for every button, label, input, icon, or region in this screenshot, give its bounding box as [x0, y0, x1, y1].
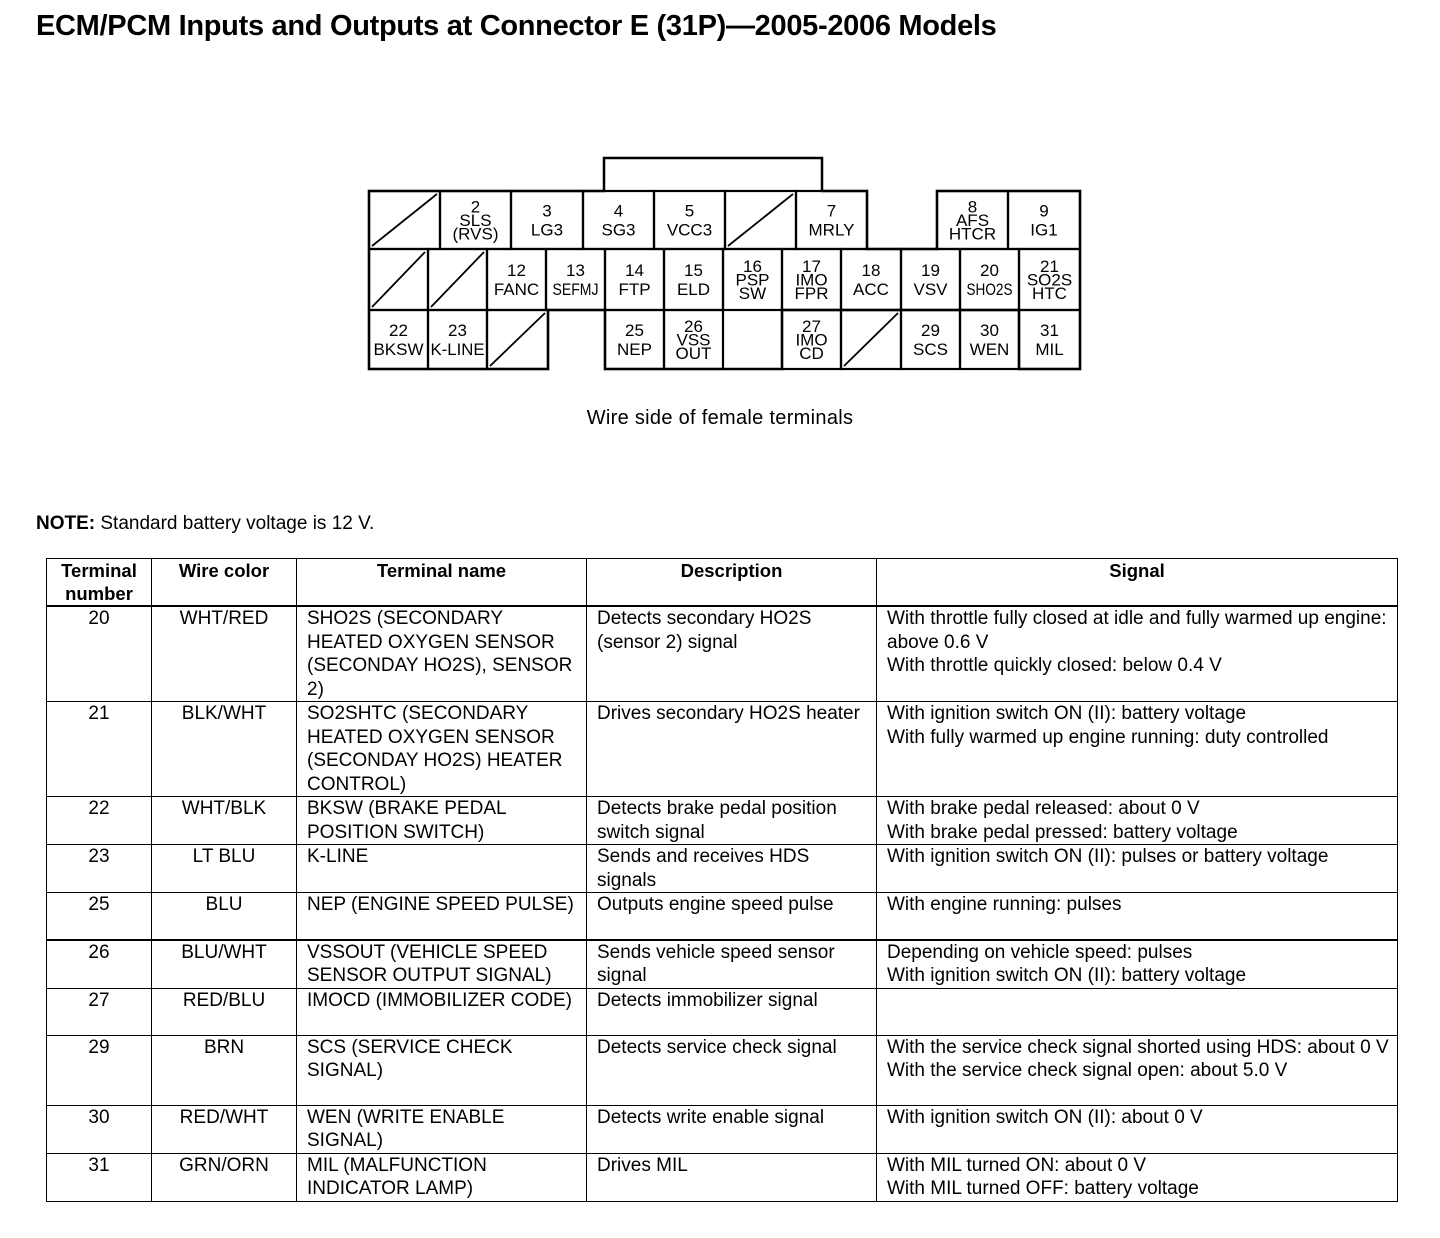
terminal-label: SCS [913, 340, 948, 359]
terminal-label: (RVS) [452, 224, 499, 244]
terminal-cell-14 [605, 249, 664, 310]
terminal-name-cell: SO2SHTC (SECONDARY HEATED OXYGEN SENSOR (SECONDAY HO2S) HEATER CONTROL) [297, 702, 587, 797]
terminal-number-cell: 25 [47, 893, 152, 940]
terminal-label: 5 [684, 201, 695, 221]
terminal-cell-2 [440, 191, 511, 249]
signal-line: With ignition switch ON (II): battery voltage [887, 965, 1247, 986]
connector-diagram [0, 0, 1440, 400]
terminal-label: 17 [802, 256, 821, 276]
table-row [47, 845, 1398, 893]
terminal-cell-22 [369, 310, 428, 369]
empty-terminal-cell [428, 249, 487, 310]
terminal-name-cell: MIL (MALFUNCTION INDICATOR LAMP) [297, 1153, 587, 1201]
terminal-label: 18 [861, 261, 881, 280]
terminal-cell-3 [511, 191, 583, 249]
note [36, 513, 374, 535]
signal-line: With ignition switch ON (II): battery voltage [887, 703, 1247, 724]
signal-cell [877, 702, 1398, 797]
terminal-cell-18 [841, 249, 901, 310]
terminal-label: NEP [617, 340, 652, 359]
terminal-label: MRLY [808, 220, 855, 240]
terminal-label: AFS [955, 211, 990, 230]
terminal-label: 26 [684, 316, 703, 336]
terminal-label: VSS [676, 330, 711, 350]
terminal-label: 4 [613, 201, 624, 221]
note-label: NOTE: [36, 513, 96, 534]
terminal-label: ELD [676, 280, 711, 299]
signal-cell [877, 893, 1398, 940]
terminal-number-cell: 26 [47, 940, 152, 989]
terminal-cell-20 [960, 249, 1019, 310]
empty-terminal-cell [487, 310, 548, 369]
terminal-cell-8 [937, 191, 1008, 249]
terminal-label: WEN [969, 340, 1010, 359]
terminal-label: PSP [735, 270, 770, 290]
empty-terminal-cell [369, 191, 440, 249]
terminal-label: 2 [470, 197, 481, 217]
wire-color-cell: RED/WHT [152, 1105, 297, 1153]
signal-line: With throttle fully closed at idle and fully warmed up engine: above 0.6 V [887, 608, 1387, 653]
description-cell: Detects immobilizer signal [587, 988, 877, 1035]
terminal-cell-26 [664, 310, 723, 369]
terminal-number-cell: 23 [47, 845, 152, 893]
signal-cell [877, 940, 1398, 989]
terminal-table [46, 558, 1398, 1202]
empty-terminal-cell [369, 249, 428, 310]
terminal-label: SW [738, 284, 767, 304]
terminal-label: 7 [826, 201, 837, 221]
header-description: Description [587, 559, 877, 607]
connector-caption: Wire side of female terminals [586, 407, 854, 429]
signal-cell [877, 1035, 1398, 1105]
header-signal: Signal [877, 559, 1398, 607]
signal-cell [877, 845, 1398, 893]
terminal-label: CD [799, 344, 824, 364]
terminal-label: K-LINE [430, 340, 485, 359]
terminal-label: HTC [1032, 284, 1067, 304]
terminal-label: ACC [853, 280, 889, 299]
description-cell: Detects service check signal [587, 1035, 877, 1105]
table-header-row [47, 559, 1398, 607]
terminal-label: SEFMJ [552, 280, 599, 299]
signal-line: With ignition switch ON (II): pulses or battery voltage [887, 846, 1329, 867]
terminal-label: OUT [675, 344, 712, 364]
wire-color-cell: RED/BLU [152, 988, 297, 1035]
table-row [47, 988, 1398, 1035]
table-row [47, 1035, 1398, 1105]
signal-cell [877, 1105, 1398, 1153]
wire-color-cell: BLU/WHT [152, 940, 297, 989]
wire-color-cell: BRN [152, 1035, 297, 1105]
terminal-label: 21 [1040, 256, 1059, 276]
table-row [47, 606, 1398, 702]
terminal-number-cell: 27 [47, 988, 152, 1035]
description-cell: Detects secondary HO2S (sensor 2) signal [587, 606, 877, 702]
terminal-label: 20 [980, 261, 999, 280]
terminal-label: VCC3 [666, 220, 713, 240]
wire-color-cell: WHT/BLK [152, 797, 297, 845]
terminal-label: 25 [625, 321, 644, 340]
terminal-label: 15 [684, 261, 703, 280]
signal-line: With engine running: pulses [887, 894, 1122, 915]
terminal-cell-30 [960, 310, 1019, 369]
terminal-label: 19 [921, 261, 940, 280]
terminal-cell-29 [901, 310, 960, 369]
terminal-cell-17 [782, 249, 841, 310]
terminal-label: IG1 [1030, 220, 1058, 240]
signal-line: With ignition switch ON (II): about 0 V [887, 1106, 1203, 1128]
description-cell: Sends vehicle speed sensor signal [587, 940, 877, 989]
description-cell: Detects write enable signal [587, 1105, 877, 1153]
terminal-label: BKSW [373, 340, 424, 359]
terminal-cell-31 [1019, 310, 1080, 369]
terminal-cell-21 [1019, 249, 1080, 310]
terminal-name-cell: BKSW (BRAKE PEDAL POSITION SWITCH) [297, 797, 587, 845]
terminal-name-cell: SHO2S (SECONDARY HEATED OXYGEN SENSOR (SECONDAY HO2S), SENSOR 2) [297, 606, 587, 702]
table-row [47, 893, 1398, 940]
terminal-label: IMO [795, 270, 828, 290]
terminal-label: 12 [507, 261, 526, 280]
empty-terminal-cell [841, 310, 901, 369]
terminal-label: SHO2S [966, 280, 1013, 299]
description-cell: Sends and receives HDS signals [587, 845, 877, 893]
terminal-cell-15 [664, 249, 723, 310]
terminal-label: FTP [618, 280, 651, 299]
note-text: Standard battery voltage is 12 V. [95, 513, 375, 534]
terminal-name-cell: SCS (SERVICE CHECK SIGNAL) [297, 1035, 587, 1105]
wire-color-cell: GRN/ORN [152, 1153, 297, 1201]
description-cell: Drives secondary HO2S heater [587, 702, 877, 797]
terminal-label: SO2S [1026, 270, 1073, 290]
terminal-name-cell: NEP (ENGINE SPEED PULSE) [297, 893, 587, 940]
signal-line: With fully warmed up engine running: duty controlled [887, 726, 1329, 748]
table-row [47, 702, 1398, 797]
terminal-label: 8 [967, 197, 978, 217]
header-terminal-number: Terminal number [47, 559, 152, 607]
terminal-cell-13 [546, 249, 605, 310]
signal-line: With MIL turned ON: about 0 V [887, 1154, 1147, 1176]
wire-color-cell: WHT/RED [152, 606, 297, 702]
terminal-cell-16 [723, 249, 782, 310]
terminal-number-cell: 30 [47, 1105, 152, 1153]
terminal-label: MIL [1035, 340, 1064, 359]
table-row [47, 797, 1398, 845]
wire-color-cell: BLU [152, 893, 297, 940]
wire-color-cell: LT BLU [152, 845, 297, 893]
terminal-label: 9 [1039, 201, 1049, 221]
signal-line: With the service check signal open: about 5.0 V [887, 1060, 1288, 1081]
terminal-label: 3 [542, 201, 552, 221]
terminal-label: VSV [913, 280, 948, 299]
description-cell: Outputs engine speed pulse [587, 893, 877, 940]
terminal-number-cell: 21 [47, 702, 152, 797]
signal-line: With brake pedal released: about 0 V [887, 798, 1200, 819]
signal-cell [877, 606, 1398, 702]
terminal-cell-9 [1008, 191, 1080, 249]
table-row [47, 940, 1398, 989]
terminal-label: 29 [921, 321, 940, 340]
header-terminal-name: Terminal name [297, 559, 587, 607]
terminal-label: IMO [795, 330, 828, 350]
signal-line: With brake pedal pressed: battery voltage [887, 821, 1238, 843]
terminal-label: SG3 [601, 220, 636, 240]
signal-cell [877, 797, 1398, 845]
terminal-cell-5 [654, 191, 725, 249]
terminal-label: 27 [802, 316, 821, 336]
terminal-label: 16 [743, 256, 762, 276]
terminal-label: 13 [566, 261, 585, 280]
terminal-name-cell: IMOCD (IMMOBILIZER CODE) [297, 988, 587, 1035]
terminal-cell-23 [428, 310, 487, 369]
terminal-label: 22 [389, 321, 408, 340]
terminal-label: SLS [459, 211, 492, 230]
terminal-cell-25 [605, 310, 664, 369]
terminal-cell-19 [901, 249, 960, 310]
terminal-number-cell: 29 [47, 1035, 152, 1105]
terminal-number-cell: 20 [47, 606, 152, 702]
terminal-cell-7 [796, 191, 867, 249]
page-title: ECM/PCM Inputs and Outputs at Connector E (31P)—2005-2006 Models [36, 10, 997, 42]
terminal-number-cell: 22 [47, 797, 152, 845]
terminal-cell-27 [782, 310, 841, 369]
table-row [47, 1105, 1398, 1153]
table-row [47, 1153, 1398, 1201]
terminal-label: 31 [1040, 321, 1059, 340]
signal-line: With the service check signal shorted using HDS: about 0 V [887, 1036, 1389, 1058]
header-wire-color: Wire color [152, 559, 297, 607]
signal-line: With MIL turned OFF: battery voltage [887, 1178, 1199, 1199]
empty-terminal-cell [725, 191, 796, 249]
terminal-name-cell: K-LINE [297, 845, 587, 893]
description-cell: Drives MIL [587, 1153, 877, 1201]
terminal-label: 14 [625, 261, 644, 280]
terminal-label: FANC [493, 280, 540, 299]
signal-line: Depending on vehicle speed: pulses [887, 941, 1193, 963]
terminal-cell-4 [583, 191, 654, 249]
description-cell: Detects brake pedal position switch signal [587, 797, 877, 845]
terminal-label: FPR [794, 284, 829, 304]
terminal-cell-12 [487, 249, 546, 310]
terminal-name-cell: VSSOUT (VEHICLE SPEED SENSOR OUTPUT SIGNAL) [297, 940, 587, 989]
terminal-label: 30 [980, 321, 999, 340]
signal-line: With throttle quickly closed: below 0.4 V [887, 655, 1222, 676]
terminal-label: LG3 [530, 220, 564, 240]
terminal-label: HTCR [948, 224, 997, 244]
terminal-label: 23 [448, 321, 467, 340]
signal-cell [877, 1153, 1398, 1201]
terminal-number-cell: 31 [47, 1153, 152, 1201]
signal-cell [877, 988, 1398, 1035]
wire-color-cell: BLK/WHT [152, 702, 297, 797]
terminal-name-cell: WEN (WRITE ENABLE SIGNAL) [297, 1105, 587, 1153]
